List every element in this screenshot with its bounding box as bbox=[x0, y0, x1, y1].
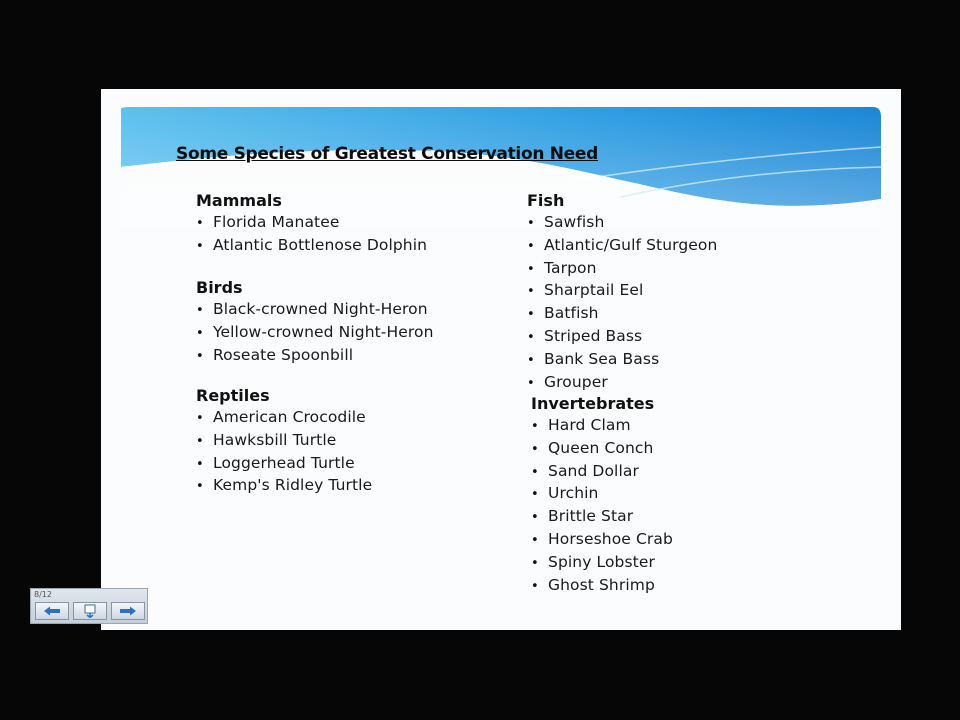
group-heading-fish: Fish bbox=[527, 191, 565, 210]
species-list-fish bbox=[527, 212, 717, 394]
species-item bbox=[527, 212, 717, 235]
species-name: Atlantic Bottlenose Dolphin bbox=[213, 235, 428, 254]
slide bbox=[101, 89, 901, 630]
species-item bbox=[531, 438, 673, 461]
species-item bbox=[196, 430, 372, 453]
group-heading-reptiles: Reptiles bbox=[196, 386, 270, 405]
group-birds bbox=[196, 277, 434, 367]
species-name: Atlantic/Gulf Sturgeon bbox=[544, 235, 718, 254]
species-name: Black-crowned Night-Heron bbox=[213, 300, 428, 318]
bullet-icon: • bbox=[196, 479, 204, 495]
bullet-icon: • bbox=[527, 238, 535, 254]
species-name: Yellow-crowned Night-Heron bbox=[213, 322, 434, 341]
slideshow-navigation bbox=[30, 588, 148, 624]
species-item bbox=[531, 415, 673, 438]
bullet-icon: • bbox=[527, 284, 535, 300]
group-heading-birds: Birds bbox=[196, 278, 243, 297]
bullet-icon: • bbox=[527, 352, 535, 368]
species-name: Ghost Shrimp bbox=[548, 575, 655, 594]
arrow-left-icon bbox=[43, 606, 61, 616]
group-heading-mammals: Mammals bbox=[196, 191, 282, 210]
group-invertebrates bbox=[531, 393, 673, 597]
slide-counter: 8/12 bbox=[34, 590, 52, 599]
species-item bbox=[527, 372, 717, 395]
species-item bbox=[531, 529, 673, 552]
species-item bbox=[196, 407, 372, 430]
bullet-icon: • bbox=[196, 348, 204, 364]
species-name: Florida Manatee bbox=[213, 213, 340, 231]
slide-title: Some Species of Greatest Conservation Need bbox=[176, 144, 599, 164]
species-name: Brittle Star bbox=[548, 507, 634, 526]
species-item bbox=[527, 349, 717, 372]
arrow-right-icon bbox=[119, 606, 137, 616]
bullet-icon: • bbox=[531, 441, 539, 457]
group-mammals bbox=[196, 190, 427, 258]
species-name: Sharptail Eel bbox=[544, 281, 644, 300]
species-list-mammals bbox=[196, 212, 427, 258]
bullet-icon: • bbox=[196, 238, 204, 254]
next-slide-button[interactable] bbox=[111, 602, 145, 620]
species-name: Grouper bbox=[544, 372, 608, 391]
bullet-icon: • bbox=[531, 532, 539, 548]
species-name: Kemp's Ridley Turtle bbox=[213, 476, 373, 495]
species-item bbox=[531, 575, 673, 598]
species-name: Queen Conch bbox=[548, 438, 654, 457]
species-name: Urchin bbox=[548, 484, 599, 503]
species-name: Roseate Spoonbill bbox=[213, 345, 354, 364]
slide-menu-icon bbox=[82, 604, 98, 618]
species-list-birds bbox=[196, 299, 434, 367]
bullet-icon: • bbox=[531, 487, 539, 503]
species-item bbox=[527, 303, 717, 326]
species-name: Striped Bass bbox=[544, 326, 643, 345]
bullet-icon: • bbox=[527, 216, 535, 231]
species-name: Loggerhead Turtle bbox=[213, 453, 355, 472]
species-name: Hawksbill Turtle bbox=[213, 430, 337, 449]
species-name: American Crocodile bbox=[213, 408, 366, 426]
species-list-invertebrates bbox=[531, 415, 673, 597]
species-item bbox=[527, 280, 717, 303]
species-name: Tarpon bbox=[544, 258, 597, 277]
bullet-icon: • bbox=[196, 303, 204, 318]
species-item bbox=[531, 552, 673, 575]
species-name: Batfish bbox=[544, 304, 599, 323]
species-item bbox=[196, 475, 372, 498]
species-name: Bank Sea Bass bbox=[544, 349, 660, 368]
bullet-icon: • bbox=[531, 464, 539, 480]
bullet-icon: • bbox=[531, 419, 539, 434]
species-item bbox=[196, 299, 434, 322]
bullet-icon: • bbox=[196, 456, 204, 472]
bullet-icon: • bbox=[531, 510, 539, 526]
species-item bbox=[531, 506, 673, 529]
species-item bbox=[196, 453, 372, 476]
species-item bbox=[196, 235, 427, 258]
bullet-icon: • bbox=[531, 555, 539, 571]
species-item bbox=[527, 326, 717, 349]
species-item bbox=[531, 461, 673, 484]
group-fish bbox=[527, 190, 717, 394]
bullet-icon: • bbox=[527, 375, 535, 391]
bullet-icon: • bbox=[531, 578, 539, 594]
species-item bbox=[196, 212, 427, 235]
species-item bbox=[531, 483, 673, 506]
bullet-icon: • bbox=[196, 411, 204, 426]
species-name: Horseshoe Crab bbox=[548, 529, 673, 548]
slide-menu-button[interactable] bbox=[73, 602, 107, 620]
bullet-icon: • bbox=[196, 433, 204, 449]
species-list-reptiles bbox=[196, 407, 372, 498]
species-item bbox=[527, 258, 717, 281]
species-name: Hard Clam bbox=[548, 416, 631, 434]
group-heading-invertebrates: Invertebrates bbox=[531, 394, 655, 413]
species-item bbox=[527, 235, 717, 258]
bullet-icon: • bbox=[527, 329, 535, 345]
species-item bbox=[196, 345, 434, 368]
group-reptiles bbox=[196, 385, 372, 498]
bullet-icon: • bbox=[527, 307, 535, 323]
bullet-icon: • bbox=[196, 216, 204, 231]
species-name: Sand Dollar bbox=[548, 461, 639, 480]
previous-slide-button[interactable] bbox=[35, 602, 69, 620]
species-name: Spiny Lobster bbox=[548, 552, 655, 571]
species-item bbox=[196, 322, 434, 345]
bullet-icon: • bbox=[527, 261, 535, 277]
species-name: Sawfish bbox=[544, 213, 605, 231]
bullet-icon: • bbox=[196, 325, 204, 341]
